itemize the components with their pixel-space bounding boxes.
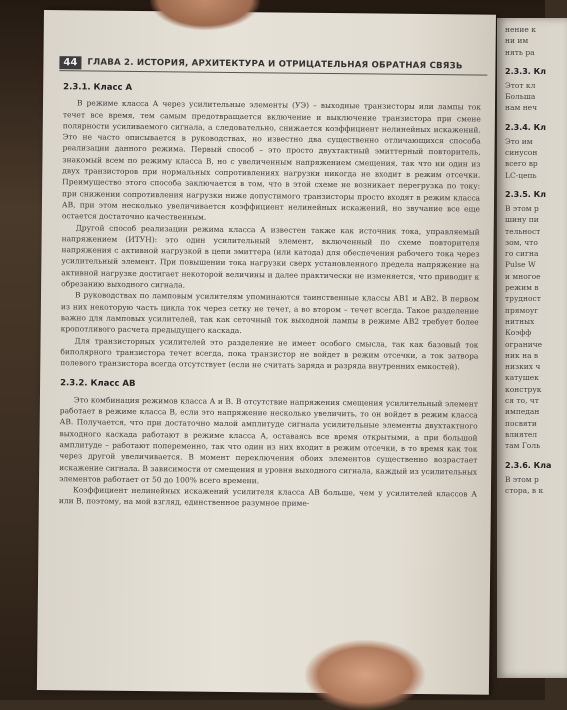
right-page-heading: 2.3.5. Кл: [505, 189, 546, 199]
right-page-line: Больша: [505, 92, 536, 102]
right-page-line: В этом р: [505, 474, 539, 484]
right-page-line: конструк: [505, 384, 542, 394]
right-page-line: прямоуг: [505, 305, 539, 315]
right-page-line: Pulse W: [505, 260, 536, 270]
right-page-line: синусон: [505, 148, 538, 158]
paragraph: Коэффициент нелинейных искажений усилителя класса АВ больше, чем у усилителей классов А или В, поэтому, на мой взгляд, единственное разумное приме-: [58, 485, 478, 509]
right-page-line: катушек: [505, 373, 539, 383]
right-page-line: Коэфф: [505, 328, 532, 338]
right-page-line: нение к: [505, 25, 536, 34]
right-page-line: ни им: [505, 36, 529, 46]
right-page-heading: 2.3.4. Кл: [505, 122, 546, 132]
page-number: 44: [59, 56, 81, 69]
page-body: [59, 80, 481, 511]
right-page-line: тельност: [505, 226, 541, 236]
right-page-line: го сигна: [505, 249, 539, 259]
right-page-line: и многое: [505, 271, 541, 281]
paragraph: В режиме класса А через усилительные элементы (УЭ) – выходные транзисторы или лампы ток течет все время, тем самым предотвращается включение и выключение транзистора при смене полярности усиливаемого сигнала, а следовательно, снижается коэффициент нелинейных искажений. Это не часто описывается в руководствах, но известно два существенно отличающихся способа реализации данного режима. Первый способ – это просто двухтактный эмиттерный повторитель, знакомый всем по режиму класса В, но с увеличенным напряжением смещения, так что ни один из двух транзисторов при нормальных сопротивлениях нагрузки никогда не входит в режим отсечки. Преимущество этого способа заключается в том, что в этой схеме не возникает перегрузка по току: при снижении сопротивления нагрузки ниже допустимого транзисторы просто входят в режим класса АВ, при этом несколько увеличивается коэффициент нелинейных искажений, но звучание все еще остается достаточно качественным.: [61, 98, 482, 222]
book-page-right-edge: [497, 18, 567, 678]
thumb-bottom: [305, 640, 425, 710]
right-page-text: [505, 24, 551, 496]
right-page-line: влиятел: [505, 429, 538, 439]
section-title-class-ab: 2.3.2. Класс АВ: [60, 378, 136, 390]
running-head: ГЛАВА 2. ИСТОРИЯ, АРХИТЕКТУРА И ОТРИЦАТЕЛЬНАЯ ОБРАТНАЯ СВЯЗЬ: [87, 57, 463, 72]
right-page-heading: 2.3.6. Кла: [505, 460, 552, 470]
right-page-line: В этом р: [505, 203, 539, 213]
right-page-line: там Голь: [505, 441, 541, 451]
thumb-top: [150, 0, 260, 30]
right-page-line: нитных: [505, 316, 535, 326]
paragraph: В руководствах по ламповым усилителям упоминаются таинственные классы АВ1 и АВ2. В первом из них некоторую часть цикла ток через сетку не течет, а во втором – течет всегда. Такое разделение важно для ламповых усилителей, так как сеточный ток выходной лампы в режиме АВ2 требует более кропотливого расчета предыдущего каскада.: [60, 290, 480, 336]
right-page-heading: 2.3.3. Кл: [505, 66, 546, 76]
right-page-line: зом, что: [505, 237, 538, 247]
right-page-line: стора, в к: [505, 485, 544, 495]
right-page-line: Этот кл: [505, 80, 536, 90]
right-page-line: ограниче: [505, 339, 543, 349]
right-page-line: низких ч: [505, 362, 541, 372]
right-page-line: нам неч: [505, 103, 538, 113]
right-page-line: импедан: [505, 407, 540, 417]
section-title-class-a: 2.3.1. Класс А: [63, 82, 133, 93]
right-page-line: посвяти: [505, 418, 537, 428]
book-page-left: [37, 10, 496, 695]
right-page-line: LC-цепь: [505, 170, 537, 180]
paragraph: Это комбинация режимов класса А и В. В отсутствие напряжения смещения усилительный элемент работает в режиме класса В, если это напряжение несколько увеличить, то он войдет в режим класса АВ. Получается, что при достаточно малой амплитуде сигнала усилительные элементы двухтактного выходного каскада работают в режиме класса А, оставаясь все время открытыми, а при большой амплитуде – работают попеременно, так что один из них входит в режим отсечки, в то время как ток через другой увеличивается. В момент переключения обоих элементов существенно возрастает искажение сигнала. В зависимости от смещения и уровня выходного сигнала, каждый из усилительных элементов работает от 50 до 100% всего времени.: [59, 395, 478, 486]
right-page-line: шину пи: [505, 215, 539, 225]
right-page-line: трудност: [505, 294, 541, 304]
right-page-line: всего вр: [505, 159, 538, 169]
right-page-line: ник на в: [505, 350, 539, 360]
right-page-line: ся то, чт: [505, 396, 539, 406]
page-header: [59, 54, 487, 75]
paragraph: Другой способ реализации режима класса А известен также как источник тока, управляемый напряжением (ИТУН): это один усилительный элемент, включенный по схеме повторителя напряжения с активной нагрузкой в цепи эмиттера (или катода) для обеспечения рабочего тока через усилительный элемент. При повышении тока нагрузки сверх установленного предела напряжение на активной нагрузке достигает некоторой величины и далее практически не изменяется, что приводит к обрезанию выходного сигнала.: [61, 222, 480, 290]
right-page-line: Это им: [505, 136, 533, 146]
right-page-line: режим в: [505, 283, 539, 293]
right-page-line: нять ра: [505, 47, 535, 57]
paragraph: Для транзисторных усилителей это разделение не имеет особого смысла, так как базовый ток биполярного транзистора течет всегда, пока транзистор не войдет в режим отсечки, а ток затвора полевого транзистора всегда отсутствует (если не считать заряда и разряда внутренних емкостей).: [60, 335, 479, 372]
